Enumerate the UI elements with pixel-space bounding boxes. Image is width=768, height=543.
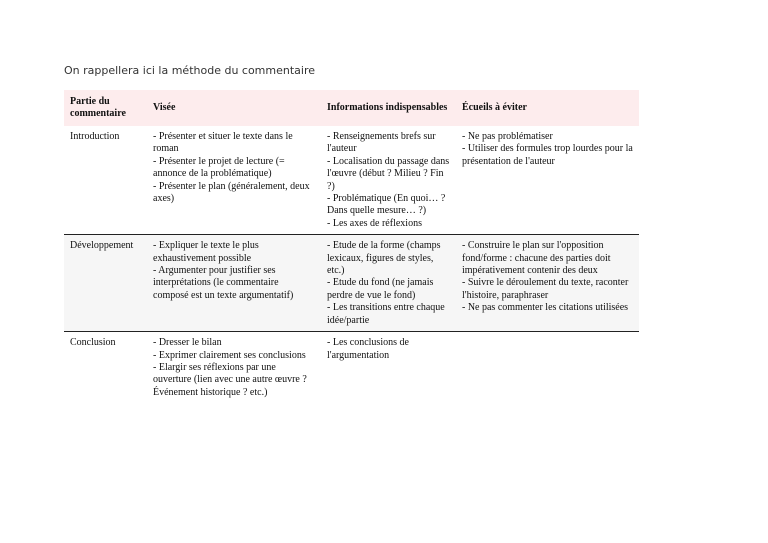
cell-line: - Exprimer clairement ses conclusions xyxy=(153,349,306,361)
cell-line: - Les transitions entre chaque idée/partie xyxy=(327,302,445,326)
cell-line: - Les conclusions de l'argumentation xyxy=(327,337,409,361)
cell-line: - Etude du fond (ne jamais perdre de vue le fond) xyxy=(327,277,434,301)
cell-line: - Localisation du passage dans l'œuvre (début ? Milieu ? Fin ?) xyxy=(327,155,450,192)
table-row-developpement xyxy=(64,235,639,332)
cell-line: - Présenter le plan (généralement, deux axes) xyxy=(153,180,310,205)
table-header-row xyxy=(64,90,639,126)
cell-line: - Construire le plan sur l'opposition fond/forme : chacune des parties doit impérativement contenir des deux xyxy=(462,240,611,277)
cell-line: - Ne pas commenter les citations utilisées xyxy=(462,302,629,314)
cell-informations xyxy=(321,126,456,235)
intro-text: On rappellera ici la méthode du commentaire xyxy=(64,64,316,77)
cell-line: - Expliquer le texte le plus exhaustivement possible xyxy=(153,240,259,264)
cell-line: - Argumenter pour justifier ses interprétations (le commentaire composé est un texte argumentatif) xyxy=(153,265,294,301)
cell-line: - Elargir ses réflexions par une ouverture (lien avec une autre œuvre ? Événement historique ? etc.) xyxy=(153,361,307,398)
cell-line: - Problématique (En quoi… ? Dans quelle mesure… ?) xyxy=(327,193,446,217)
table-row-conclusion xyxy=(64,332,639,404)
cell-visee xyxy=(147,235,321,332)
cell-part: Développement xyxy=(64,235,147,332)
cell-line: - Etude de la forme (champs lexicaux, figures de styles, etc.) xyxy=(327,240,441,277)
cell-ecueils xyxy=(456,126,639,235)
cell-line: - Les axes de réflexions xyxy=(327,217,422,229)
cell-line: - Dresser le bilan xyxy=(153,337,222,349)
cell-ecueils xyxy=(456,235,639,332)
cell-part: Conclusion xyxy=(70,337,116,349)
cell-line: - Ne pas problématiser xyxy=(462,131,553,142)
cell-informations xyxy=(321,235,456,332)
cell-line: - Utiliser des formules trop lourdes pour la présentation de l'auteur xyxy=(462,143,633,167)
cell-line: - Renseignements brefs sur l'auteur xyxy=(327,131,436,155)
cell-line: - Suivre le déroulement du texte, raconter l'histoire, paraphraser xyxy=(462,277,629,301)
cell-visee xyxy=(147,126,321,235)
method-table xyxy=(64,90,639,403)
header-partie: Partie du commentaire xyxy=(64,90,147,126)
header-ecueils: Écueils à éviter xyxy=(456,90,639,126)
header-informations: Informations indispensables xyxy=(321,90,456,126)
table-row-introduction xyxy=(64,126,639,235)
cell-part: Introduction xyxy=(70,131,120,142)
cell-line: - Présenter et situer le texte dans le roman xyxy=(153,131,293,155)
cell-ecueils xyxy=(456,332,639,404)
cell-visee xyxy=(147,332,321,404)
cell-line: - Présenter le projet de lecture (= annonce de la problématique) xyxy=(153,155,285,180)
header-visee: Visée xyxy=(147,90,321,126)
cell-informations xyxy=(321,332,456,404)
